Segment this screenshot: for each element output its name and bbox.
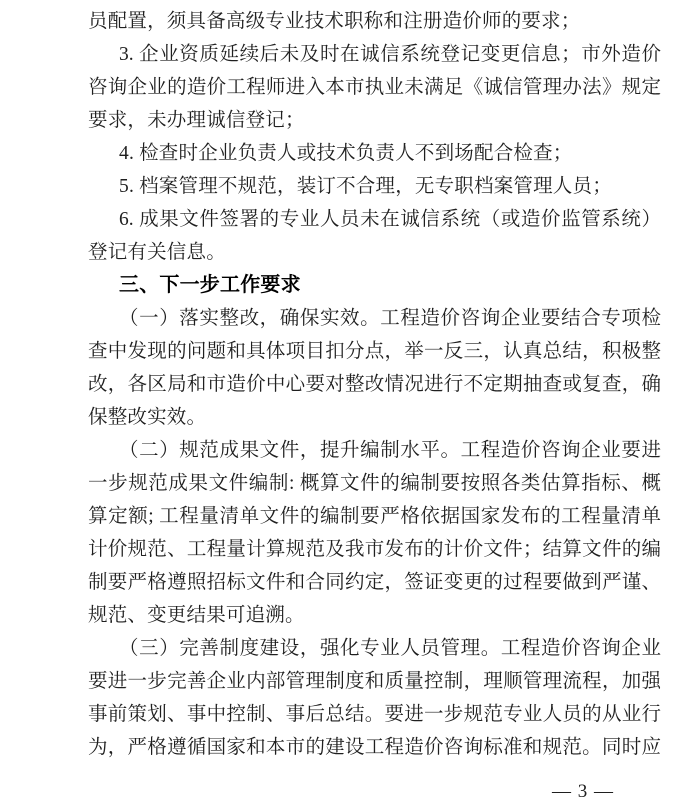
text-line: 算定额; 工程量清单文件的编制要严格依据国家发布的工程量清单	[88, 506, 661, 527]
text-line: 查中发现的问题和具体项目扣分点，举一反三，认真总结，积极整	[88, 341, 661, 362]
text-line: 事前策划、事中控制、事后总结。要进一步规范专业人员的从业行	[88, 704, 661, 725]
text-line: 规范、变更结果可追溯。	[88, 605, 305, 626]
text-line: 计价规范、工程量计算规范及我市发布的计价文件；结算文件的编	[88, 539, 661, 560]
text-line: 5. 档案管理不规范，装订不合理，无专职档案管理人员；	[119, 176, 612, 197]
text-line: 登记有关信息。	[88, 242, 226, 263]
text-line: 4. 检查时企业负责人或技术负责人不到场配合检查；	[119, 143, 573, 164]
text-line: 员配置，须具备高级专业技术职称和注册造价师的要求；	[88, 11, 581, 32]
section-heading: 三、下一步工作要求	[119, 274, 301, 296]
document-body	[88, 5, 661, 764]
text-line: 6. 成果文件签署的专业人员未在诚信系统（或造价监管系统）	[119, 209, 661, 230]
text-line: 要进一步完善企业内部管理制度和质量控制，理顺管理流程，加强	[88, 671, 661, 692]
text-line: 一步规范成果文件编制: 概算文件的编制要按照各类估算指标、概	[88, 473, 661, 494]
text-line: 为，严格遵循国家和本市的建设工程造价咨询标准和规范。同时应	[88, 737, 661, 758]
text-line: 咨询企业的造价工程师进入本市执业未满足《诚信管理办法》规定	[88, 77, 661, 98]
text-line: 要求，未办理诚信登记；	[88, 110, 305, 131]
text-line: 制要严格遵照招标文件和合同约定，签证变更的过程要做到严谨、	[88, 572, 661, 593]
text-line: 改，各区局和市造价中心要对整改情况进行不定期抽查或复查，确	[88, 374, 661, 395]
text-line: 保整改实效。	[88, 407, 207, 428]
text-line: 3. 企业资质延续后未及时在诚信系统登记变更信息；市外造价	[119, 44, 661, 65]
text-line: （二）规范成果文件，提升编制水平。工程造价咨询企业要进	[119, 440, 661, 461]
text-line: （一）落实整改，确保实效。工程造价咨询企业要结合专项检	[119, 308, 661, 329]
page-number: — 3 —	[552, 781, 614, 802]
text-line: （三）完善制度建设，强化专业人员管理。工程造价咨询企业	[119, 638, 661, 659]
